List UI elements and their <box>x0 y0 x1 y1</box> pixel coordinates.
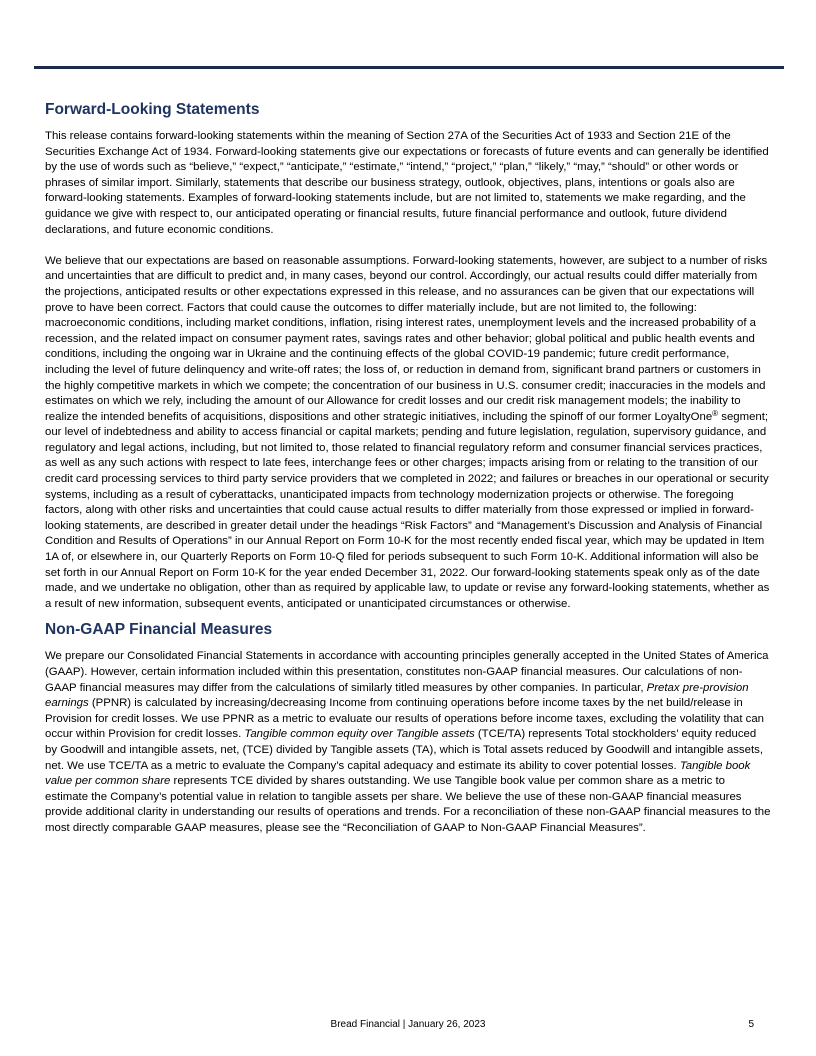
tce-ta-term: Tangible common equity over Tangible assets <box>244 728 475 741</box>
forward-looking-paragraph-2-part-b: segment; our level of indebtedness and ability to access financial or capital markets; pending and future legislation, regulation, supervisory guidance, and regulatory and legal actions, including, but not limited to, those related to financial regulatory reform and consumer financial services practices, as well as any such actions with respect to late fees, interchange fees or other charges; impacts arising from or relating to the transition of our credit card processing services to third party service providers that we completed in 2022; and failures or breaches in our operational or security systems, including as a result of cyberattacks, unanticipated impacts from technology modernization projects or otherwise. The foregoing factors, along with other risks and uncertainties that could cause actual results to differ materially from those expressed or implied in forward-looking statements, are described in greater detail under the headings “Risk Factors” and “Management’s Discussion and Analysis of Financial Condition and Results of Operations” in our Annual Report on Form 10-K for the most recently ended fiscal year, which may be updated in Item 1A of, or elsewhere in, our Quarterly Reports on Form 10-Q filed for periods subsequent to such Form 10-K. Additional information will also be set forth in our Annual Report on Form 10-K for the year ended December 31, 2022. Our forward-looking statements speak only as of the date made, and we undertake no obligation, other than as required by applicable law, to update or revise any forward-looking statements, whether as a result of new information, subsequent events, anticipated or unanticipated circumstances or otherwise. <box>45 410 770 610</box>
page-number: 5 <box>748 1019 754 1030</box>
non-gaap-paragraph <box>45 649 771 836</box>
non-gaap-text-3: (TCE/TA) represents Total stockholders’ equity reduced by Goodwill and intangible assets, net, (TCE) divided by Tangible assets (TA), which is Total assets reduced by Goodwill and intangible assets, net. We use TCE/TA as a metric to evaluate the Company’s capital adequacy and estimate its ability to cover potential losses. <box>45 728 763 772</box>
forward-looking-paragraph-2-part-a: We believe that our expectations are based on reasonable assumptions. Forward-looking statements, however, are subject to a number of risks and uncertainties that are difficult to predict and, in many cases, beyond our control. Accordingly, our actual results could differ materially from the projections, anticipated results or other expectations expressed in this release, and no assurances can be given that our expectations will prove to have been correct. Factors that could cause the outcomes to differ materially include, but are not limited to, the following: macroeconomic conditions, including market conditions, inflation, rising interest rates, unemployment levels and the increased probability of a recession, and the related impact on consumer payment rates, savings rates and other behavior; global political and public health events and conditions, including the ongoing war in Ukraine and the continuing effects of the global COVID-19 pandemic; future credit performance, including the level of future delinquency and write-off rates; the loss of, or reduction in demand from, significant brand partners or customers in the highly competitive markets in which we compete; the concentration of our business in U.S. consumer credit; inaccuracies in the models and estimates on which we rely, including the amount of our Allowance for credit losses and our credit risk management models; the inability to realize the intended benefits of acquisitions, dispositions and other strategic initiatives, including the spinoff of our former LoyaltyOne <box>45 254 768 423</box>
non-gaap-text-1: We prepare our Consolidated Financial Statements in accordance with accounting principles generally accepted in the United States of America (GAAP). However, certain information included within this presentation, constitutes non-GAAP financial measures. Our calculations of non-GAAP financial measures may differ from the calculations of similarly titled measures by other companies. In particular, <box>45 650 769 694</box>
forward-looking-paragraph-1: This release contains forward-looking statements within the meaning of Section 27A of the Securities Act of 1933 and Section 21E of the Securities Exchange Act of 1934. Forward-looking statements give our expectations or forecasts of future events and can generally be identified by the use of words such as “believe,” “expect,” “anticipate,” “estimate,” “intend,” “project,” “plan,” “likely,” “may,” “should” or other words or phrases of similar import. Similarly, statements that describe our business strategy, outlook, objectives, plans, intentions or goals also are forward-looking statements. Examples of forward-looking statements include, but are not limited to, statements we make regarding, and the guidance we give with respect to, our anticipated operating or financial results, future financial performance and outlook, future dividend declarations, and future economic conditions. <box>45 130 769 236</box>
non-gaap-text-4: represents TCE divided by shares outstanding. We use Tangible book value per common share as a metric to estimate the Company’s potential value in relation to tangible assets per share. We believe the use of these non-GAAP financial measures provide additional clarity in understanding our results of operations and trends. For a reconciliation of these non-GAAP financial measures to the most directly comparable GAAP measures, please see the “Reconciliation of GAAP to Non-GAAP Financial Measures”. <box>45 775 771 834</box>
registered-trademark-mark: ® <box>712 408 719 418</box>
forward-looking-heading: Forward-Looking Statements <box>45 101 260 118</box>
non-gaap-heading: Non-GAAP Financial Measures <box>45 621 273 639</box>
ppnr-term: Pretax pre-provision earnings <box>45 681 749 710</box>
page-body <box>45 96 771 837</box>
non-gaap-text-2: (PPNR) is calculated by increasing/decreasing Income from continuing operations before income taxes by the net build/release in Provision for credit losses. We use PPNR as a metric to evaluate our results of operations before income taxes, excluding the volatility that can occur within Provision for credit losses. <box>45 697 765 741</box>
footer-text: Bread Financial | January 26, 2023 <box>330 1019 486 1030</box>
forward-looking-paragraph-2 <box>45 254 771 613</box>
tangible-book-value-term: Tangible book value per common share <box>45 759 751 788</box>
header-rule <box>34 66 784 69</box>
